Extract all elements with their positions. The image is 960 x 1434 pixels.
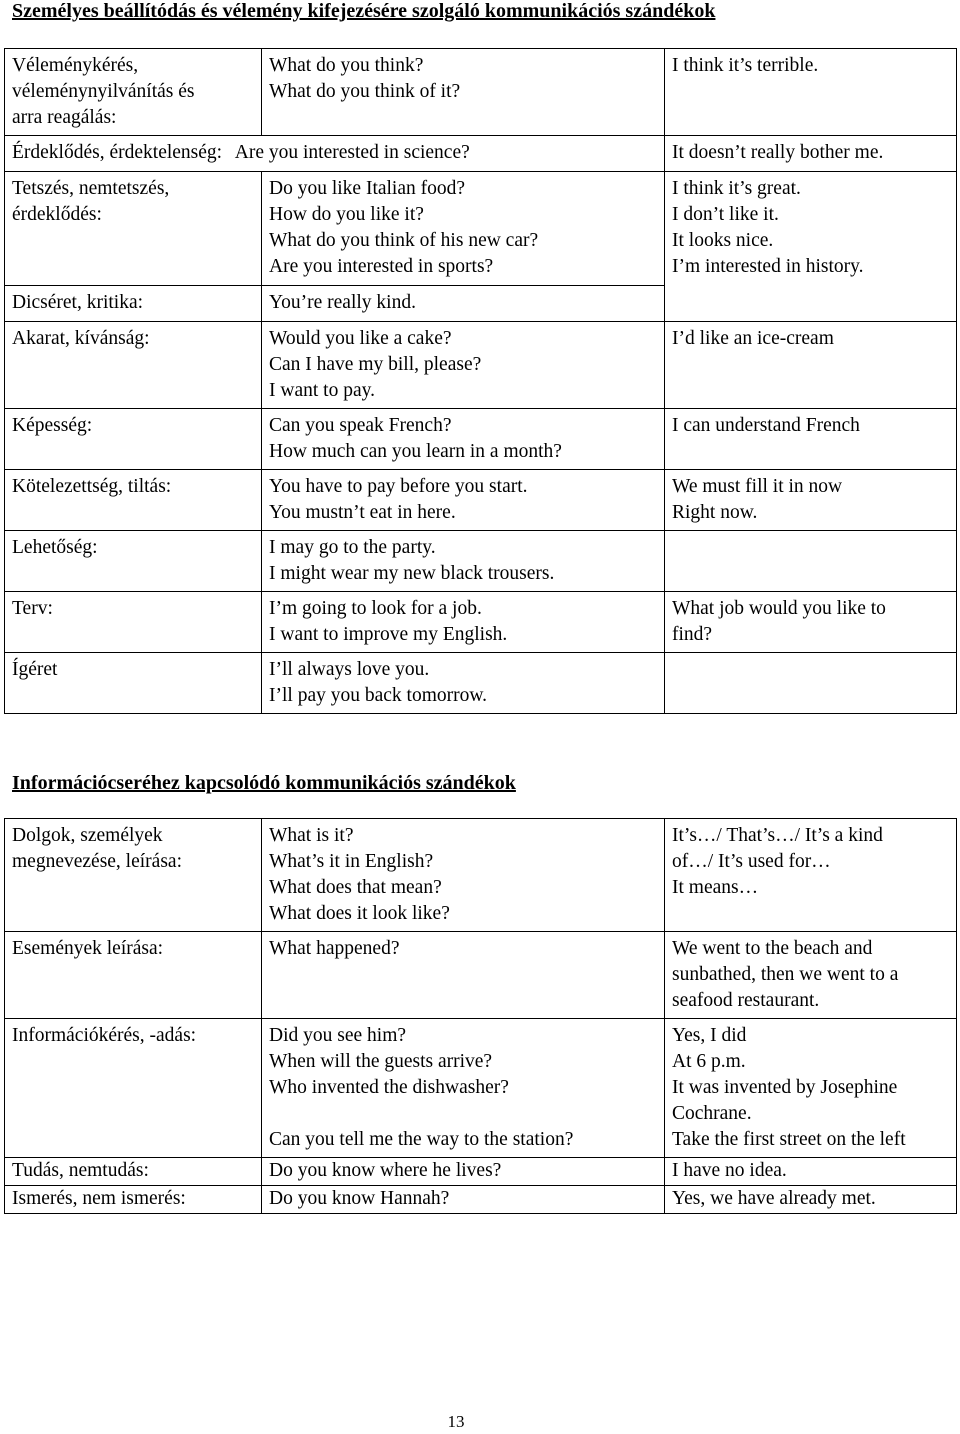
table-row	[5, 1019, 957, 1158]
label-cell: Ismerés, nem ismerés:	[5, 1186, 262, 1214]
table-row	[5, 1158, 957, 1186]
label-cell: Dicséret, kritika:	[5, 286, 262, 322]
label-cell: Képesség:	[5, 409, 262, 470]
label-cell: Dolgok, személyek megnevezése, leírása:	[5, 819, 262, 932]
answer-cell: I think it’s great. I don’t like it. It looks nice. I’m interested in history.	[665, 172, 957, 322]
answer-cell	[665, 653, 957, 714]
question-cell: What do you think? What do you think of it?	[262, 49, 665, 136]
question-cell: I’m going to look for a job. I want to improve my English.	[262, 592, 665, 653]
table-row	[5, 172, 957, 286]
question-cell: Can you speak French? How much can you learn in a month?	[262, 409, 665, 470]
question-cell: You’re really kind.	[262, 286, 665, 322]
answer-cell: We must fill it in now Right now.	[665, 470, 957, 531]
answer-cell: Yes, I did At 6 p.m. It was invented by Josephine Cochrane. Take the first street on the left	[665, 1019, 957, 1158]
answer-cell: Yes, we have already met.	[665, 1186, 957, 1214]
label-cell: Tudás, nemtudás:	[5, 1158, 262, 1186]
label-question-cell: Érdeklődés, érdektelenség: Are you interested in science?	[5, 136, 665, 172]
table-row	[5, 819, 957, 932]
answer-cell: It’s…/ That’s…/ It’s a kind of…/ It’s used for… It means…	[665, 819, 957, 932]
question-cell: I’ll always love you. I’ll pay you back tomorrow.	[262, 653, 665, 714]
section2-title: Információcseréhez kapcsolódó kommunikációs szándékok	[12, 772, 516, 794]
answer-cell	[665, 531, 957, 592]
label-cell: Véleménykérés, véleménynyilvánítás és arra reagálás:	[5, 49, 262, 136]
page-number: 13	[447, 1412, 465, 1431]
section1-title: Személyes beállítódás és vélemény kifejezésére szolgáló kommunikációs szándékok	[12, 0, 716, 22]
section2-table	[4, 818, 957, 1214]
answer-cell: I can understand French	[665, 409, 957, 470]
label-cell: Akarat, kívánság:	[5, 322, 262, 409]
answer-cell: We went to the beach and sunbathed, then we went to a seafood restaurant.	[665, 932, 957, 1019]
question-cell: Do you know Hannah?	[262, 1186, 665, 1214]
label-cell: Tetszés, nemtetszés, érdeklődés:	[5, 172, 262, 286]
table-row	[5, 932, 957, 1019]
table-row	[5, 470, 957, 531]
answer-cell: It doesn’t really bother me.	[665, 136, 957, 172]
table-row	[5, 49, 957, 136]
answer-cell: I have no idea.	[665, 1158, 957, 1186]
label-cell: Ígéret	[5, 653, 262, 714]
table-row	[5, 653, 957, 714]
section1-table	[4, 48, 957, 714]
question-cell: Did you see him? When will the guests arrive? Who invented the dishwasher? Can you tell me the way to the station?	[262, 1019, 665, 1158]
table-row	[5, 1186, 957, 1214]
label-cell: Információkérés, -adás:	[5, 1019, 262, 1158]
question-cell: Do you know where he lives?	[262, 1158, 665, 1186]
label-cell: Kötelezettség, tiltás:	[5, 470, 262, 531]
table-row	[5, 322, 957, 409]
label-cell: Lehetőség:	[5, 531, 262, 592]
table-row	[5, 531, 957, 592]
label-cell: Terv:	[5, 592, 262, 653]
label-cell: Események leírása:	[5, 932, 262, 1019]
question-cell: Do you like Italian food? How do you like it? What do you think of his new car? Are you interested in sports?	[262, 172, 665, 286]
question-cell: Would you like a cake? Can I have my bill, please? I want to pay.	[262, 322, 665, 409]
table-row	[5, 592, 957, 653]
answer-cell: I think it’s terrible.	[665, 49, 957, 136]
question-cell: You have to pay before you start. You mustn’t eat in here.	[262, 470, 665, 531]
question-cell: I may go to the party. I might wear my new black trousers.	[262, 531, 665, 592]
table-row	[5, 136, 957, 172]
table-row	[5, 409, 957, 470]
answer-cell: What job would you like to find?	[665, 592, 957, 653]
question-cell: What is it? What’s it in English? What does that mean? What does it look like?	[262, 819, 665, 932]
question-cell: What happened?	[262, 932, 665, 1019]
answer-cell: I’d like an ice-cream	[665, 322, 957, 409]
